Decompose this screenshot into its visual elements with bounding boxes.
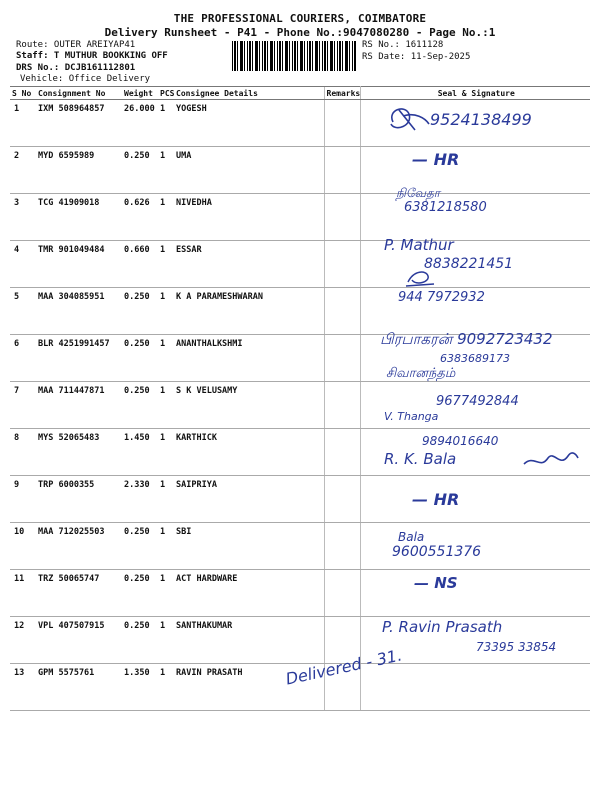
signature-scribble-9 — [520, 444, 580, 474]
row-weight: 0.250 — [122, 523, 158, 570]
company-title: THE PROFESSIONAL COURIERS, COIMBATORE — [173, 12, 427, 25]
col-consignment: Consignment No — [36, 87, 122, 100]
row-pcs: 1 — [158, 241, 174, 288]
row-consignee: ANANTHALKSHMI — [174, 335, 324, 382]
row-signature — [360, 664, 590, 711]
row-consignment-no: TCG 41909018 — [36, 194, 122, 241]
row-remarks — [324, 570, 360, 617]
row-remarks — [324, 429, 360, 476]
handwriting-row9-name: R. K. Bala — [384, 450, 457, 468]
row-consignment-no: MYD 6595989 — [36, 147, 122, 194]
rs-date: RS Date: 11-Sep-2025 — [362, 52, 471, 62]
row-sno: 9 — [10, 476, 36, 523]
row-consignment-no: MAA 712025503 — [36, 523, 122, 570]
handwriting-row2: — HR — [412, 150, 460, 169]
barcode — [232, 41, 356, 71]
row-consignee: K A PARAMESHWARAN — [174, 288, 324, 335]
row-consignee: ESSAR — [174, 241, 324, 288]
row-sno: 4 — [10, 241, 36, 288]
handwriting-row7-name: சிவானந்தம் — [386, 366, 456, 381]
handwriting-row11-phone: 9600551376 — [392, 544, 482, 560]
handwriting-row4: P. Mathur — [384, 236, 454, 254]
row-weight: 1.450 — [122, 429, 158, 476]
drs-number: DRS No.: DCJB161112801 — [16, 63, 136, 73]
col-pcs: PCS — [160, 88, 175, 98]
row-consignee: KARTHICK — [174, 429, 324, 476]
row-remarks — [324, 241, 360, 288]
handwriting-row3-phone: 6381218580 — [404, 200, 487, 215]
table-header-row — [10, 87, 590, 100]
row-consignee: ACT HARDWARE — [174, 570, 324, 617]
row-weight: 0.250 — [122, 147, 158, 194]
table-row — [10, 476, 590, 523]
row-weight: 0.250 — [122, 335, 158, 382]
row-weight: 0.660 — [122, 241, 158, 288]
col-seal: Seal & Signature — [360, 87, 590, 100]
row-consignee: RAVIN PRASATH — [174, 664, 324, 711]
row-signature — [360, 570, 590, 617]
handwriting-row8-phone: 9677492844 — [436, 394, 519, 409]
row-pcs: 1 — [158, 382, 174, 429]
row-sno: 5 — [10, 288, 36, 335]
row-pcs: 1 — [158, 147, 174, 194]
row-pcs: 1 — [158, 617, 174, 664]
col-remarks: Remarks — [324, 87, 360, 100]
row-remarks — [324, 476, 360, 523]
table-row — [10, 288, 590, 335]
handwriting-row13-phone: 73395 33854 — [476, 640, 557, 654]
row-pcs: 1 — [158, 429, 174, 476]
row-sno: 6 — [10, 335, 36, 382]
staff-label: Staff: T MUTHUR BOOKKING OFF — [16, 51, 168, 61]
delivered-note: Delivered - 31. — [284, 645, 404, 689]
row-signature — [360, 147, 590, 194]
row-consignment-no: BLR 4251991457 — [36, 335, 122, 382]
table-row — [10, 523, 590, 570]
row-remarks — [324, 335, 360, 382]
handwriting-row1: 9524138499 — [430, 110, 532, 129]
row-pcs: 1 — [158, 288, 174, 335]
row-remarks — [324, 523, 360, 570]
table-row — [10, 429, 590, 476]
row-pcs: 1 — [158, 523, 174, 570]
row-weight: 0.250 — [122, 288, 158, 335]
row-remarks — [324, 147, 360, 194]
row-consignment-no: VPL 407507915 — [36, 617, 122, 664]
row-consignee: SAIPRIYA — [174, 476, 324, 523]
row-consignee: SANTHAKUMAR — [174, 617, 324, 664]
row-consignment-no: MAA 711447871 — [36, 382, 122, 429]
table-row — [10, 147, 590, 194]
handwriting-row9-phone: 9894016640 — [422, 434, 499, 448]
row-weight: 0.250 — [122, 617, 158, 664]
row-sno: 2 — [10, 147, 36, 194]
row-consignment-no: MYS 52065483 — [36, 429, 122, 476]
row-weight: 26.000 — [122, 100, 158, 147]
handwriting-row3-name: நிவேதா — [396, 186, 441, 200]
row-weight: 0.250 — [122, 570, 158, 617]
row-consignee: SBI — [174, 523, 324, 570]
row-weight: 2.330 — [122, 476, 158, 523]
row-remarks — [324, 382, 360, 429]
route-label: Route: OUTER AREIYAP41 — [16, 40, 136, 50]
handwriting-row7-phone: 6383689173 — [440, 352, 510, 365]
handwriting-row6-phone: 944 7972932 — [398, 290, 485, 305]
col-sno: S No — [10, 87, 36, 100]
row-sno: 13 — [10, 664, 36, 711]
table-row — [10, 194, 590, 241]
handwriting-row8-name: V. Thanga — [384, 410, 439, 423]
row-consignee: S K VELUSAMY — [174, 382, 324, 429]
signature-scribble-1 — [385, 104, 435, 136]
col-consignee: Consignee Details — [174, 87, 324, 100]
row-pcs: 1 — [158, 335, 174, 382]
rs-number: RS No.: 1611128 — [362, 40, 444, 50]
handwriting-row6: பிரபாகரன் 9092723432 — [380, 330, 553, 348]
row-consignment-no: IXM 508964857 — [36, 100, 122, 147]
col-weight: Weight — [122, 87, 158, 100]
row-pcs: 1 — [158, 570, 174, 617]
row-consignment-no: GPM 5575761 — [36, 664, 122, 711]
handwriting-row11-name: Bala — [398, 530, 425, 544]
row-consignment-no: TRZ 50065747 — [36, 570, 122, 617]
row-consignee: YOGESH — [174, 100, 324, 147]
row-sno: 7 — [10, 382, 36, 429]
runsheet-subtitle: Delivery Runsheet - P41 - Phone No.:9047080280 - Page No.:1 — [104, 26, 496, 39]
row-remarks — [324, 194, 360, 241]
row-consignment-no: MAA 304085951 — [36, 288, 122, 335]
row-pcs: 1 — [158, 664, 174, 711]
row-sno: 8 — [10, 429, 36, 476]
row-sno: 10 — [10, 523, 36, 570]
row-remarks — [324, 100, 360, 147]
signature-scribble-5 — [404, 268, 438, 288]
row-weight: 0.626 — [122, 194, 158, 241]
vehicle-label: Vehicle: Office Delivery — [20, 74, 151, 84]
handwriting-row13-name: P. Ravin Prasath — [382, 618, 503, 636]
row-remarks — [324, 288, 360, 335]
row-weight: 1.350 — [122, 664, 158, 711]
row-signature — [360, 476, 590, 523]
row-pcs: 1 — [158, 476, 174, 523]
table-row — [10, 570, 590, 617]
row-pcs: 1 — [158, 194, 174, 241]
row-consignee: UMA — [174, 147, 324, 194]
row-pcs: 1 — [158, 100, 174, 147]
row-sno: 3 — [10, 194, 36, 241]
handwriting-row10: — HR — [412, 490, 460, 509]
row-sno: 1 — [10, 100, 36, 147]
row-sno: 12 — [10, 617, 36, 664]
handwriting-row5-phone: 8838221451 — [424, 256, 514, 272]
row-sno: 11 — [10, 570, 36, 617]
handwriting-row12: — NS — [414, 574, 458, 592]
row-consignment-no: TMR 901049484 — [36, 241, 122, 288]
row-consignee: NIVEDHA — [174, 194, 324, 241]
row-weight: 0.250 — [122, 382, 158, 429]
row-consignment-no: TRP 6000355 — [36, 476, 122, 523]
